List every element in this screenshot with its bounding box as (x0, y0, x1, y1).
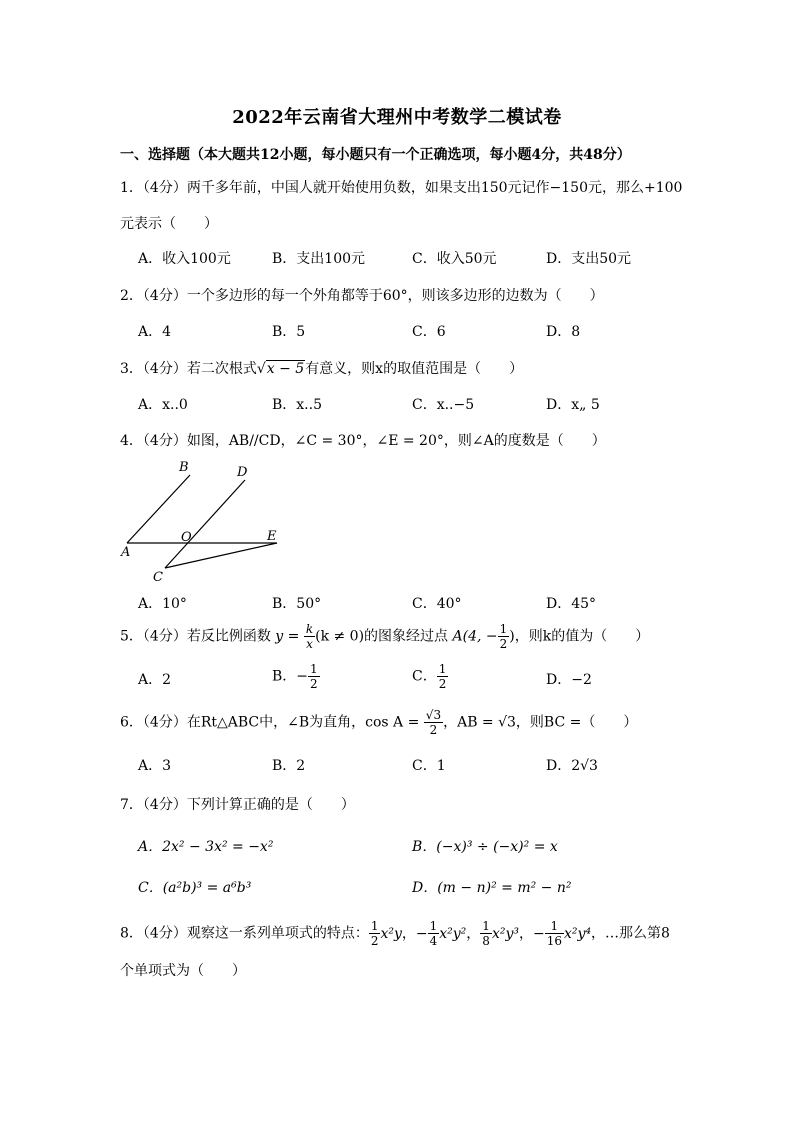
exam-title: 2022年云南省大理州中考数学二模试卷 (232, 107, 562, 128)
q5-option-b (272, 662, 320, 691)
q2-option-a: A．4 (138, 324, 172, 340)
q2-option-c: C．6 (412, 324, 446, 340)
question-1-line-2: 元表示（ ） (120, 216, 218, 232)
q5-point-den: 2 (499, 637, 508, 651)
q8-term-1: $\frac{1}{2}$ x²y (370, 919, 402, 948)
q3-option-b: B．x..5 (272, 397, 322, 413)
question-5 (120, 622, 649, 651)
question-3 (120, 358, 523, 378)
q5-b-prefix: B．− (272, 668, 309, 685)
q6-option-a: A．3 (138, 758, 172, 774)
q5-c-num: 1 (438, 662, 447, 676)
q5-lhs: y = (275, 628, 300, 645)
q5-frac-num: k (305, 622, 314, 636)
q6-option-d: D．2√3 (546, 758, 598, 774)
label-a: A (121, 545, 131, 560)
label-c: C (153, 570, 163, 585)
q4-option-a: A．10° (138, 596, 187, 612)
label-o: O (181, 530, 192, 545)
q1-option-b: B．支出100元 (272, 251, 366, 267)
q8-prefix: 8．（4分）观察这一系列单项式的特点： (120, 925, 369, 942)
q5-b-den: 2 (310, 677, 318, 691)
q1-option-d: D．支出50元 (546, 251, 632, 267)
q8-term-1-fraction: $\frac{1}{2}$ (370, 919, 379, 948)
question-7: 7．（4分）下列计算正确的是（ ） (120, 797, 355, 813)
q8-term-3-fraction: $\frac{1}{8}$ (482, 919, 490, 948)
q1-option-c: C．收入50元 (412, 251, 497, 267)
question-8 (120, 919, 670, 948)
q3-radicand: x − 5 (266, 361, 305, 377)
q3-option-d: D．x„ 5 (546, 397, 600, 413)
q3-option-c: C．x..−5 (412, 397, 475, 413)
q5-cond: (k ≠ 0)的图象经过点 (315, 628, 449, 645)
q3-suffix: 有意义，则x的取值范围是（ ） (305, 361, 524, 377)
q7-option-d: D．(m − n)² = m² − n² (412, 880, 572, 896)
q8-term-2: ，− $\frac{1}{4}$ x²y² (401, 919, 467, 948)
q2-option-b: B．5 (272, 324, 306, 340)
q7-option-c: C．(a²b)³ = a⁶b³ (138, 880, 252, 896)
q8-term-2-fraction: $\frac{1}{4}$ (429, 919, 438, 948)
q5-option-a: A．2 (138, 672, 172, 688)
q5-option-c (412, 662, 448, 691)
q5-c-prefix: C． (412, 668, 437, 685)
label-e: E (267, 529, 277, 544)
q5-c-den: 2 (438, 677, 447, 691)
question-8-line-2: 个单项式为（ ） (120, 963, 246, 979)
q8-suffix: ，…那么第8 (591, 925, 670, 942)
q3-prefix: 3．（4分）若二次根式 (120, 361, 257, 377)
q6-option-b: B．2 (272, 758, 306, 774)
q1-option-a: A．收入100元 (138, 251, 231, 267)
sqrt-sign: √ (256, 361, 266, 377)
q5-point-num: 1 (499, 622, 508, 636)
q4-option-c: C．40° (412, 596, 462, 612)
question-4: 4．（4分）如图，AB//CD，∠C = 30°，∠E = 20°，则∠A的度数是（ ） (120, 433, 606, 449)
q5-suffix: )，则k的值为（ ） (509, 628, 650, 645)
question-6 (120, 708, 637, 737)
q5-option-d: D．−2 (546, 672, 592, 688)
q6-option-c: C．1 (412, 758, 446, 774)
q4-option-d: D．45° (546, 596, 597, 612)
q2-option-d: D．8 (546, 324, 581, 340)
q5-frac-den: x (306, 637, 313, 651)
q8-term-3: ， $\frac{1}{8}$ x²y³ (466, 919, 519, 948)
segment-cd (165, 480, 245, 568)
geometry-figure (115, 455, 295, 585)
q5-prefix: 5．（4分）若反比例函数 (120, 628, 271, 645)
section-heading: 一、选择题（本大题共12小题，每小题只有一个正确选项，每小题4分，共48分） (120, 147, 631, 163)
question-1-line-1: 1．（4分）两千多年前，中国人就开始使用负数，如果支出150元记作−150元，那么+100 (120, 180, 683, 196)
q7-option-a: A．2x² − 3x² = −x² (138, 839, 274, 855)
question-2: 2．（4分）一个多边形的每一个外角都等于60°，则该多边形的边数为（ ） (120, 288, 604, 304)
label-d: D (237, 465, 248, 480)
q6-num: √3 (425, 708, 442, 722)
q5-b-num: 1 (310, 662, 318, 676)
q8-term-4-fraction: $\frac{1}{16}$ (546, 919, 562, 948)
q7-option-b: B．(−x)³ ÷ (−x)² = x (412, 839, 558, 855)
q5-c-fraction (437, 662, 449, 691)
q6-den: 2 (429, 723, 438, 737)
q3-option-a: A．x..0 (138, 397, 188, 413)
segment-ce (165, 543, 277, 568)
q6-prefix: 6．（4分）在Rt△ABC中，∠B为直角，cos A = (120, 714, 420, 731)
q5-b-fraction (308, 662, 320, 691)
q5-point-fraction (498, 622, 510, 651)
q5-point: A(4, − (452, 628, 498, 645)
q6-fraction (424, 708, 443, 737)
q4-option-b: B．50° (272, 596, 322, 612)
q8-term-4: ，− $\frac{1}{16}$ x²y⁴ (518, 919, 592, 948)
label-b: B (179, 460, 189, 475)
q5-fraction (304, 622, 315, 651)
q6-suffix: ，AB = √3，则BC =（ ） (443, 714, 638, 731)
